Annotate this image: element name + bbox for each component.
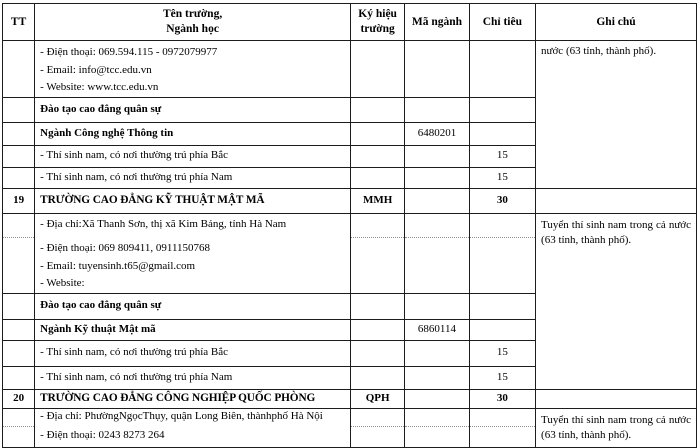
carryover-phone: - Điện thoại: 069.594.115 - 0972079977 (40, 46, 218, 58)
phone-cell: - Điện thoại: 0243 8273 264 (35, 426, 351, 447)
tt-empty-cell (3, 145, 35, 167)
school-19-note-cell: Tuyển thí sinh nam trong cả nước (63 tỉnh, thành phố). (536, 213, 697, 389)
code-empty-cell (350, 41, 404, 98)
quota-label-cell: - Thí sinh nam, có nơi thường trú phía Bắc (35, 145, 351, 167)
carryover-website: - Website: www.tcc.edu.vn (40, 81, 159, 93)
major-code-empty-cell (405, 213, 469, 237)
quota-value-cell: 15 (469, 340, 535, 366)
quota-label-cell: - Thí sinh nam, có nơi thường trú phía Nam (35, 167, 351, 188)
col-header-code-line2: trường (360, 23, 395, 35)
code-empty-cell (350, 340, 404, 366)
carryover-contact-row (3, 41, 697, 98)
school-code-cell: QPH (350, 389, 404, 408)
address-cell: - Địa chỉ: PhườngNgọcThụy, quận Long Biên, thànhphố Hà Nội (35, 408, 351, 426)
major-name-cell: Ngành Kỹ thuật Mật mã (35, 319, 351, 340)
code-empty-cell (350, 122, 404, 145)
school-19-email: - Email: tuyensinh.t65@gmail.com (40, 259, 196, 272)
col-header-major-code: Mã ngành (405, 4, 469, 41)
major-code-empty-cell (405, 366, 469, 389)
school-20-note-cell: Tuyển thí sinh nam trong cả nước (63 tỉnh, thành phố). (536, 408, 697, 447)
code-empty-cell (350, 213, 404, 237)
quota-empty-cell (469, 213, 535, 237)
carryover-contact-cell (35, 41, 351, 98)
code-empty-cell (350, 319, 404, 340)
quota-empty-cell (469, 41, 535, 98)
code-empty-cell (350, 167, 404, 188)
quota-empty-cell (469, 426, 535, 447)
code-empty-cell (350, 293, 404, 319)
admissions-table (2, 3, 697, 448)
school-19-title-row (3, 188, 697, 213)
major-code-empty-cell (405, 167, 469, 188)
quota-empty-cell (469, 122, 535, 145)
quota-empty-cell (469, 319, 535, 340)
program-header-cell: Đào tạo cao đẳng quân sự (35, 97, 351, 122)
address-cell: - Địa chỉ:Xã Thanh Sơn, thị xã Kim Bảng, tỉnh Hà Nam (35, 213, 351, 237)
major-code-empty-cell (405, 340, 469, 366)
program-header-cell: Đào tạo cao đẳng quân sự (35, 293, 351, 319)
major-code-empty-cell (405, 389, 469, 408)
quota-label-cell: - Thí sinh nam, có nơi thường trú phía Nam (35, 366, 351, 389)
school-quota-cell: 30 (469, 188, 535, 213)
tt-empty-cell (3, 426, 35, 447)
quota-label-cell: - Thí sinh nam, có nơi thường trú phía Bắc (35, 340, 351, 366)
code-empty-cell (350, 366, 404, 389)
tt-empty-cell (3, 366, 35, 389)
major-code-empty-cell (405, 426, 469, 447)
quota-value-cell: 15 (469, 366, 535, 389)
quota-value-cell: 15 (469, 167, 535, 188)
table-header-row (3, 4, 697, 41)
school-name-cell: TRƯỜNG CAO ĐẲNG CÔNG NGHIỆP QUỐC PHÒNG (35, 389, 351, 408)
major-code-cell: 6480201 (405, 122, 469, 145)
code-empty-cell (350, 408, 404, 426)
school-19-website: - Website: (40, 277, 85, 289)
school-19-address-row (3, 213, 697, 237)
code-empty-cell (350, 145, 404, 167)
major-code-empty-cell (405, 145, 469, 167)
tt-empty-cell (3, 319, 35, 340)
tt-empty-cell (3, 41, 35, 98)
col-header-code-line1: Ký hiệu (358, 8, 397, 21)
major-code-empty-cell (405, 237, 469, 293)
code-empty-cell (350, 237, 404, 293)
tt-empty-cell (3, 97, 35, 122)
major-name-cell: Ngành Công nghệ Thông tin (35, 122, 351, 145)
school-name-cell: TRƯỜNG CAO ĐẲNG KỸ THUẬT MẬT MÃ (35, 188, 351, 213)
col-header-note: Ghi chú (536, 4, 697, 41)
major-code-empty-cell (405, 97, 469, 122)
note-empty-cell (536, 188, 697, 213)
quota-empty-cell (469, 408, 535, 426)
note-empty-cell (536, 389, 697, 408)
quota-empty-cell (469, 97, 535, 122)
school-quota-cell: 30 (469, 389, 535, 408)
carryover-note-cell: nước (63 tỉnh, thành phố). (536, 41, 697, 189)
major-code-cell: 6860114 (405, 319, 469, 340)
col-header-code (350, 4, 404, 41)
quota-empty-cell (469, 293, 535, 319)
school-20-address-row (3, 408, 697, 426)
code-empty-cell (350, 97, 404, 122)
tt-empty-cell (3, 293, 35, 319)
tt-empty-cell (3, 122, 35, 145)
school-20-title-row (3, 389, 697, 408)
school-code-cell: MMH (350, 188, 404, 213)
tt-empty-cell (3, 213, 35, 237)
tt-empty-cell (3, 167, 35, 188)
tt-cell: 20 (3, 389, 35, 408)
col-header-school-line2: Ngành học (166, 23, 219, 35)
tt-empty-cell (3, 408, 35, 426)
school-19-phone: - Điện thoại: 069 809411, 0911150768 (40, 242, 211, 254)
tt-empty-cell (3, 340, 35, 366)
col-header-school-line1: Tên trường, (162, 8, 223, 21)
contact-cell (35, 237, 351, 293)
major-code-empty-cell (405, 408, 469, 426)
tt-cell: 19 (3, 188, 35, 213)
major-code-empty-cell (405, 293, 469, 319)
col-header-quota: Chỉ tiêu (469, 4, 535, 41)
carryover-email: - Email: info@tcc.edu.vn (40, 63, 152, 76)
code-empty-cell (350, 426, 404, 447)
col-header-school (35, 4, 351, 41)
col-header-tt: TT (3, 4, 35, 41)
tt-empty-cell (3, 237, 35, 293)
quota-empty-cell (469, 237, 535, 293)
major-code-empty-cell (405, 188, 469, 213)
major-code-empty-cell (405, 41, 469, 98)
quota-value-cell: 15 (469, 145, 535, 167)
